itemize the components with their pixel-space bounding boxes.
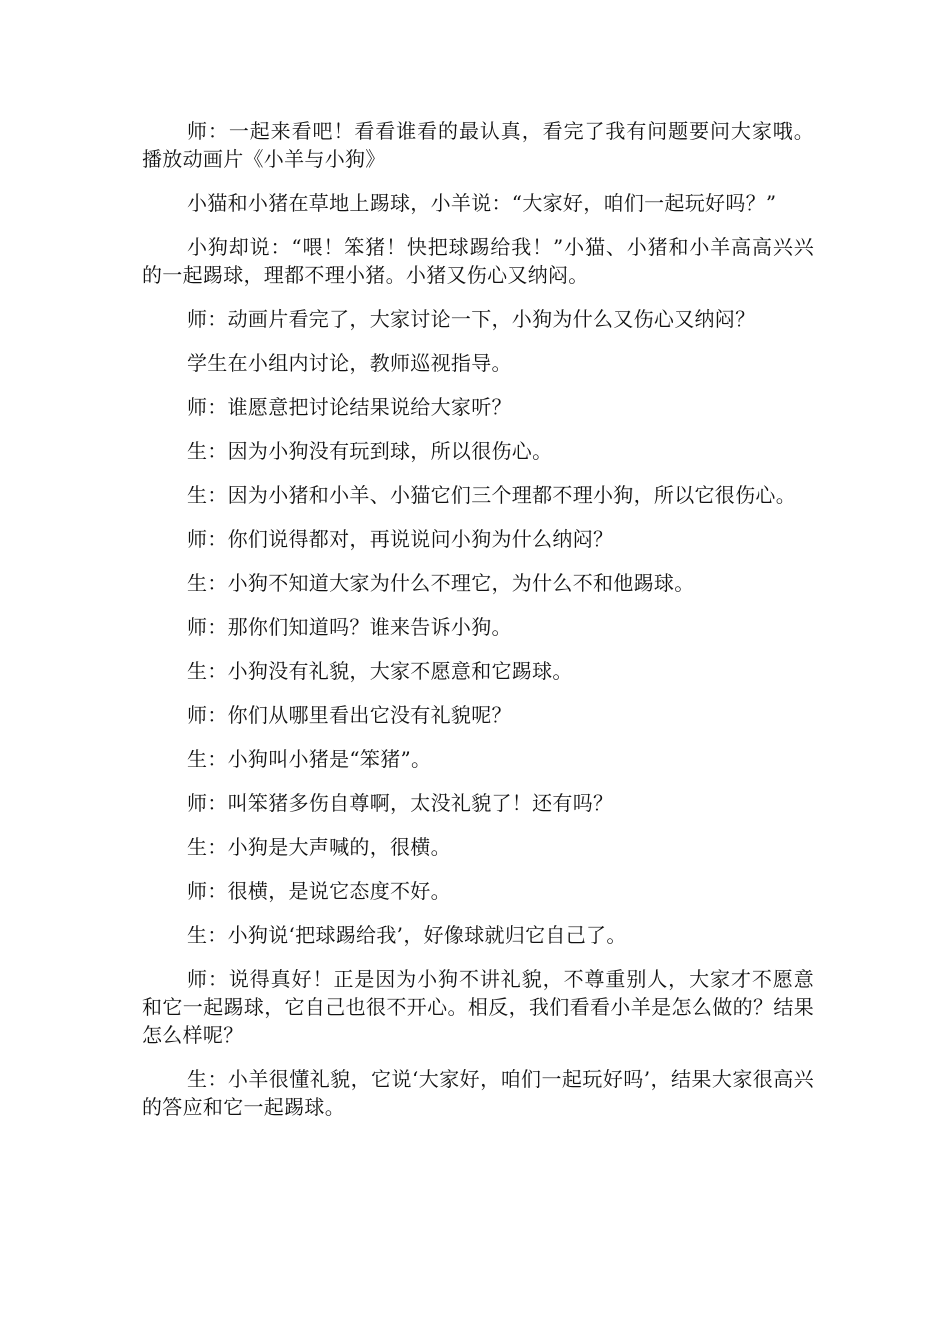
paragraph: 生：小狗是大声喊的，很横。	[187, 835, 451, 859]
paragraph: 师：谁愿意把讨论结果说给大家听？	[187, 395, 512, 419]
paragraph: 生：因为小狗没有玩到球，所以很伤心。	[187, 439, 553, 463]
paragraph: 师：很横，是说它态度不好。	[187, 879, 451, 903]
paragraph: 生：小狗不知道大家为什么不理它，为什么不和他踢球。	[187, 571, 695, 595]
paragraph: 师：你们从哪里看出它没有礼貌呢？	[187, 703, 512, 727]
paragraph: 小狗却说：“喂！笨猪！快把球踢给我！”小猫、小猪和小羊高高兴兴的一起踢球，理都不理小猪。小猪又伤心又纳闷。	[142, 235, 814, 287]
paragraph: 小猫和小猪在草地上踢球，小羊说：“大家好，咱们一起玩好吗？”	[187, 191, 777, 215]
paragraph: 生：小狗说‘把球踢给我’，好像球就归它自己了。	[187, 923, 627, 947]
paragraph: 师：动画片看完了，大家讨论一下，小狗为什么又伤心又纳闷？	[187, 307, 756, 331]
paragraph: 生：小狗没有礼貌，大家不愿意和它踢球。	[187, 659, 573, 683]
paragraph: 师：那你们知道吗？谁来告诉小狗。	[187, 615, 512, 639]
paragraph: 师：一起来看吧！看看谁看的最认真，看完了我有问题要问大家哦。播放动画片《小羊与小狗》	[142, 119, 814, 171]
paragraph: 学生在小组内讨论，教师巡视指导。	[187, 351, 512, 375]
paragraph: 生：小羊很懂礼貌，它说‘大家好，咱们一起玩好吗’，结果大家很高兴的答应和它一起踢球。	[142, 1067, 814, 1119]
paragraph: 师：说得真好！正是因为小狗不讲礼貌，不尊重别人，大家才不愿意和它一起踢球，它自己也很不开心。相反，我们看看小羊是怎么做的？结果怎么样呢？	[142, 967, 814, 1047]
paragraph: 生：因为小猪和小羊、小猫它们三个理都不理小狗，所以它很伤心。	[187, 483, 796, 507]
paragraph: 生：小狗叫小猪是“笨猪”。	[187, 747, 432, 771]
document-body	[142, 117, 814, 1137]
paragraph: 师：你们说得都对，再说说问小狗为什么纳闷？	[187, 527, 614, 551]
paragraph: 师：叫笨猪多伤自尊啊，太没礼貌了！还有吗？	[187, 791, 614, 815]
